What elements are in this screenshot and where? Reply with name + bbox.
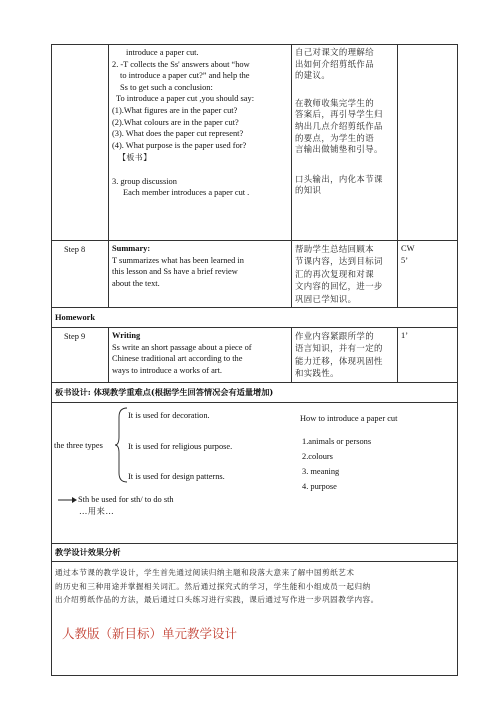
analysis-line: 的历史和三种用途并掌握相关词汇。然后通过探究式的学习，学生能和小组成员一起归纳 (55, 581, 371, 591)
time-cell (398, 328, 458, 383)
board-design-cell (52, 403, 458, 544)
intent-line: 自己对课文的理解给 (295, 47, 374, 57)
procedure-cell (109, 328, 292, 383)
intent-line: 出如何介绍剪纸作品 (295, 58, 374, 69)
procedure-line: 2. -T collects the Ss' answers about “how (112, 59, 250, 69)
intent-line: 的要点，为学生的语 (295, 132, 374, 143)
procedure-line: (1).What figures are in the paper cut? (112, 105, 238, 115)
homework-label: Homework (52, 308, 458, 328)
mode-cell (398, 241, 458, 308)
procedure-line: To introduce a paper cut ,you should say: (116, 94, 255, 104)
intent-line: 答案后，再引导学生归 (295, 109, 383, 120)
procedure-line: Ss to get such a conclusion: (120, 82, 213, 92)
procedure-line: Each member introduces a paper cut . (123, 188, 250, 198)
time-text: 1’ (401, 331, 408, 341)
procedure-line: Chinese traditional art according to the (112, 354, 243, 364)
use-item: It is used for religious purpose. (128, 442, 233, 452)
board-design-title: 板书设计: 体现教学重难点(根据学生回答情况会有适量增加) (52, 383, 458, 403)
intent-line: 言输出做铺垫和引导。 (295, 144, 383, 155)
procedure-cell (109, 45, 292, 241)
summary-heading: Summary: (112, 244, 151, 253)
intent-line: 作业内容紧跟所学的 (295, 331, 374, 342)
pattern-text: Sth be used for sth/ to do sth (78, 495, 174, 505)
procedure-line: T summarizes what has been learned in (112, 255, 244, 265)
board-design-row (52, 403, 458, 544)
board-design-area (52, 403, 457, 543)
intent-cell (292, 328, 398, 383)
homework-row (52, 308, 458, 328)
procedure-line: Ss write an short passage about a piece of (112, 342, 252, 352)
intent-line: 的知识 (295, 185, 322, 196)
board-tag: 【板书】 (118, 153, 152, 163)
procedure-line: this lesson and Ss have a brief review (112, 267, 238, 277)
intent-line: 帮助学生总结回顾本 (295, 244, 374, 254)
mode-text: CW (401, 244, 415, 253)
step-cell-empty (52, 45, 109, 241)
step-9-row (52, 328, 458, 383)
step-continued-row (52, 45, 458, 241)
use-item: It is used for design patterns. (128, 472, 225, 482)
intro-item: 1.animals or persons (302, 437, 372, 447)
used-for-cn: …用来… (79, 506, 115, 517)
lesson-plan-table (51, 44, 458, 676)
procedure-line: (3). What does the paper cut represent? (112, 129, 244, 139)
intent-line: 的建议。 (295, 70, 331, 81)
mode-cell-empty (398, 45, 458, 241)
analysis-line: 出介绍剪纸作品的方法，最后通过口头练习进行实践，课后通过写作进一步巩固教学内容。 (55, 595, 379, 605)
intro-item: 4. purpose (302, 482, 337, 492)
analysis-title: 教学设计效果分析 (52, 544, 458, 562)
step-8-row (52, 241, 458, 308)
procedure-line: (2).What colours are in the paper cut? (112, 117, 239, 127)
analysis-title-row (52, 544, 458, 562)
intro-title: How to introduce a paper cut (300, 414, 398, 424)
writing-heading: Writing (112, 331, 141, 341)
footer-title: 人教版（新目标）单元教学设计 (62, 626, 238, 641)
intent-line: 口头输出，内化本节课 (295, 173, 383, 184)
procedure-line: to introduce a paper cut?” and help the (120, 71, 250, 81)
intent-line: 在教师收集完学生的 (295, 97, 374, 108)
procedure-line: 3. group discussion (112, 176, 177, 186)
intent-line: 能力迁移，体现巩固性 (295, 355, 383, 366)
arrow-right-icon (58, 496, 78, 504)
procedure-line: about the text. (112, 278, 160, 288)
analysis-line: 通过本节课的教学设计，学生首先通过阅读归纳主题和段落大意来了解中国剪纸艺术 (55, 568, 355, 578)
intent-line: 巩固已学知识。 (295, 293, 357, 304)
intent-line: 节课内容，达到目标词 (295, 256, 383, 267)
procedure-line: (4). What purpose is the paper used for? (112, 140, 247, 150)
procedure-cell (109, 241, 292, 308)
use-item: It is used for decoration. (128, 411, 210, 421)
procedure-line: introduce a paper cut. (126, 48, 199, 57)
intent-cell (292, 241, 398, 308)
intent-line: 和实践性。 (295, 368, 339, 379)
intent-cell (292, 45, 398, 241)
analysis-row (52, 562, 458, 676)
procedure-line: ways to introduce a works of art. (112, 365, 223, 375)
step-label: Step 9 (52, 328, 109, 383)
board-design-title-row (52, 383, 458, 403)
intent-line: 语言知识，并有一定的 (295, 343, 383, 354)
intent-line: 纳出几点介绍剪纸作品 (295, 120, 383, 131)
intent-line: 文内容的回忆，进一步 (295, 281, 383, 292)
step-label: Step 8 (52, 241, 109, 308)
time-text: 5’ (401, 255, 408, 265)
three-types-label: the three types (54, 441, 103, 451)
intent-line: 汇的再次复现和对课 (295, 268, 374, 279)
intro-item: 3. meaning (302, 467, 340, 477)
intro-item: 2.colours (302, 452, 333, 462)
analysis-cell (52, 562, 458, 676)
